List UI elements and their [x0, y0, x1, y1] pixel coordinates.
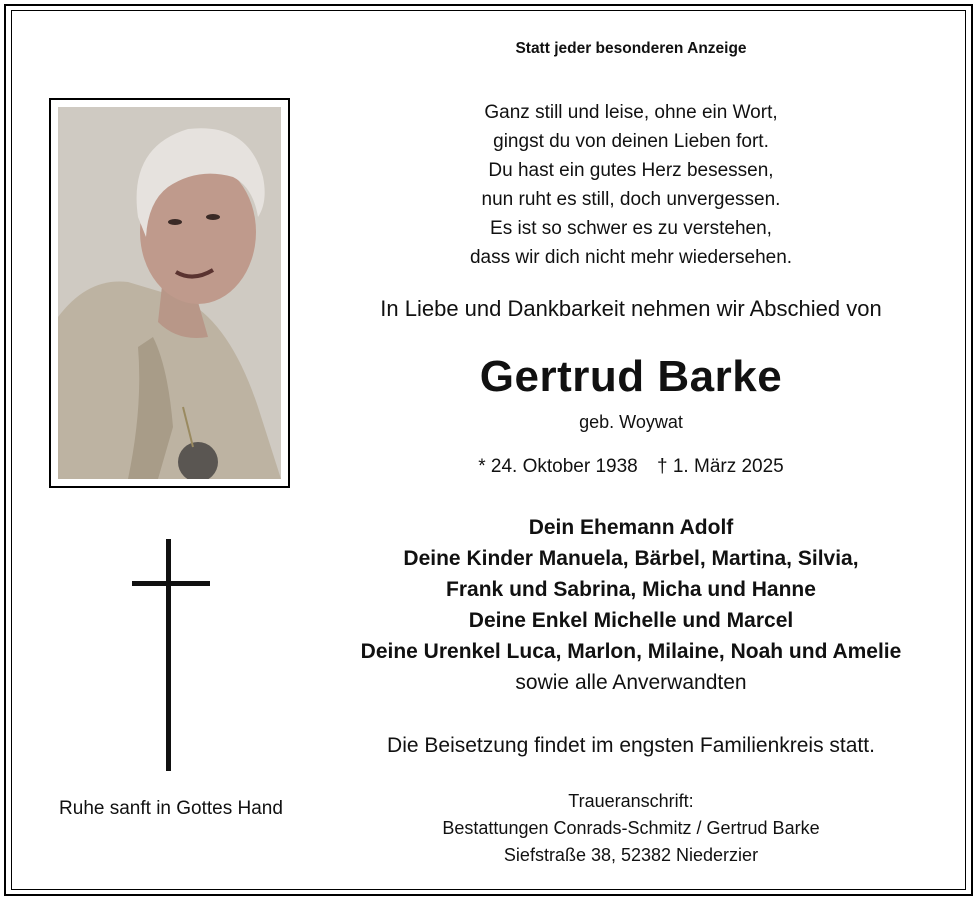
family-line: Deine Urenkel Luca, Marlon, Milaine, Noah und Amelie — [360, 640, 902, 663]
family-line: Dein Ehemann Adolf — [528, 516, 734, 539]
mourning-address — [300, 788, 962, 869]
poem-line: dass wir dich nicht mehr wiedersehen. — [469, 247, 793, 268]
poem-line: gingst du von deinen Lieben fort. — [493, 131, 769, 152]
intro-text: In Liebe und Dankbarkeit nehmen wir Abschied von — [380, 296, 882, 321]
ruhe-text: Ruhe sanft in Gottes Hand — [59, 798, 283, 819]
poem — [300, 98, 962, 272]
family-line: Frank und Sabrina, Micha und Hanne — [446, 578, 816, 601]
poem-line: Du hast ein gutes Herz besessen, — [488, 160, 774, 181]
relatives-line: sowie alle Anverwandten — [515, 671, 747, 694]
death-date: † 1. März 2025 — [657, 456, 784, 477]
address-label: Traueranschrift: — [568, 791, 694, 811]
family-list — [300, 512, 962, 698]
address-line: Siefstraße 38, 52382 Niederzier — [503, 845, 759, 865]
poem-line: Es ist so schwer es zu verstehen, — [490, 218, 772, 239]
maiden-name: geb. Woywat — [579, 412, 683, 432]
deceased-name: Gertrud Barke — [479, 352, 783, 401]
poem-line: nun ruht es still, doch unvergessen. — [481, 189, 781, 210]
funeral-note: Die Beisetzung findet im engsten Familienkreis statt. — [387, 734, 875, 757]
family-line: Deine Kinder Manuela, Bärbel, Martina, Silvia, — [403, 547, 859, 570]
cross-icon — [132, 539, 210, 771]
notice-heading: Statt jeder besonderen Anzeige — [515, 40, 747, 57]
portrait-photo — [58, 107, 281, 479]
poem-line: Ganz still und leise, ohne ein Wort, — [484, 102, 778, 123]
family-line: Deine Enkel Michelle und Marcel — [468, 609, 794, 632]
address-line: Bestattungen Conrads-Schmitz / Gertrud Barke — [442, 818, 820, 838]
birth-date: * 24. Oktober 1938 — [478, 456, 638, 477]
portrait-frame — [49, 98, 290, 488]
life-dates — [300, 456, 962, 478]
